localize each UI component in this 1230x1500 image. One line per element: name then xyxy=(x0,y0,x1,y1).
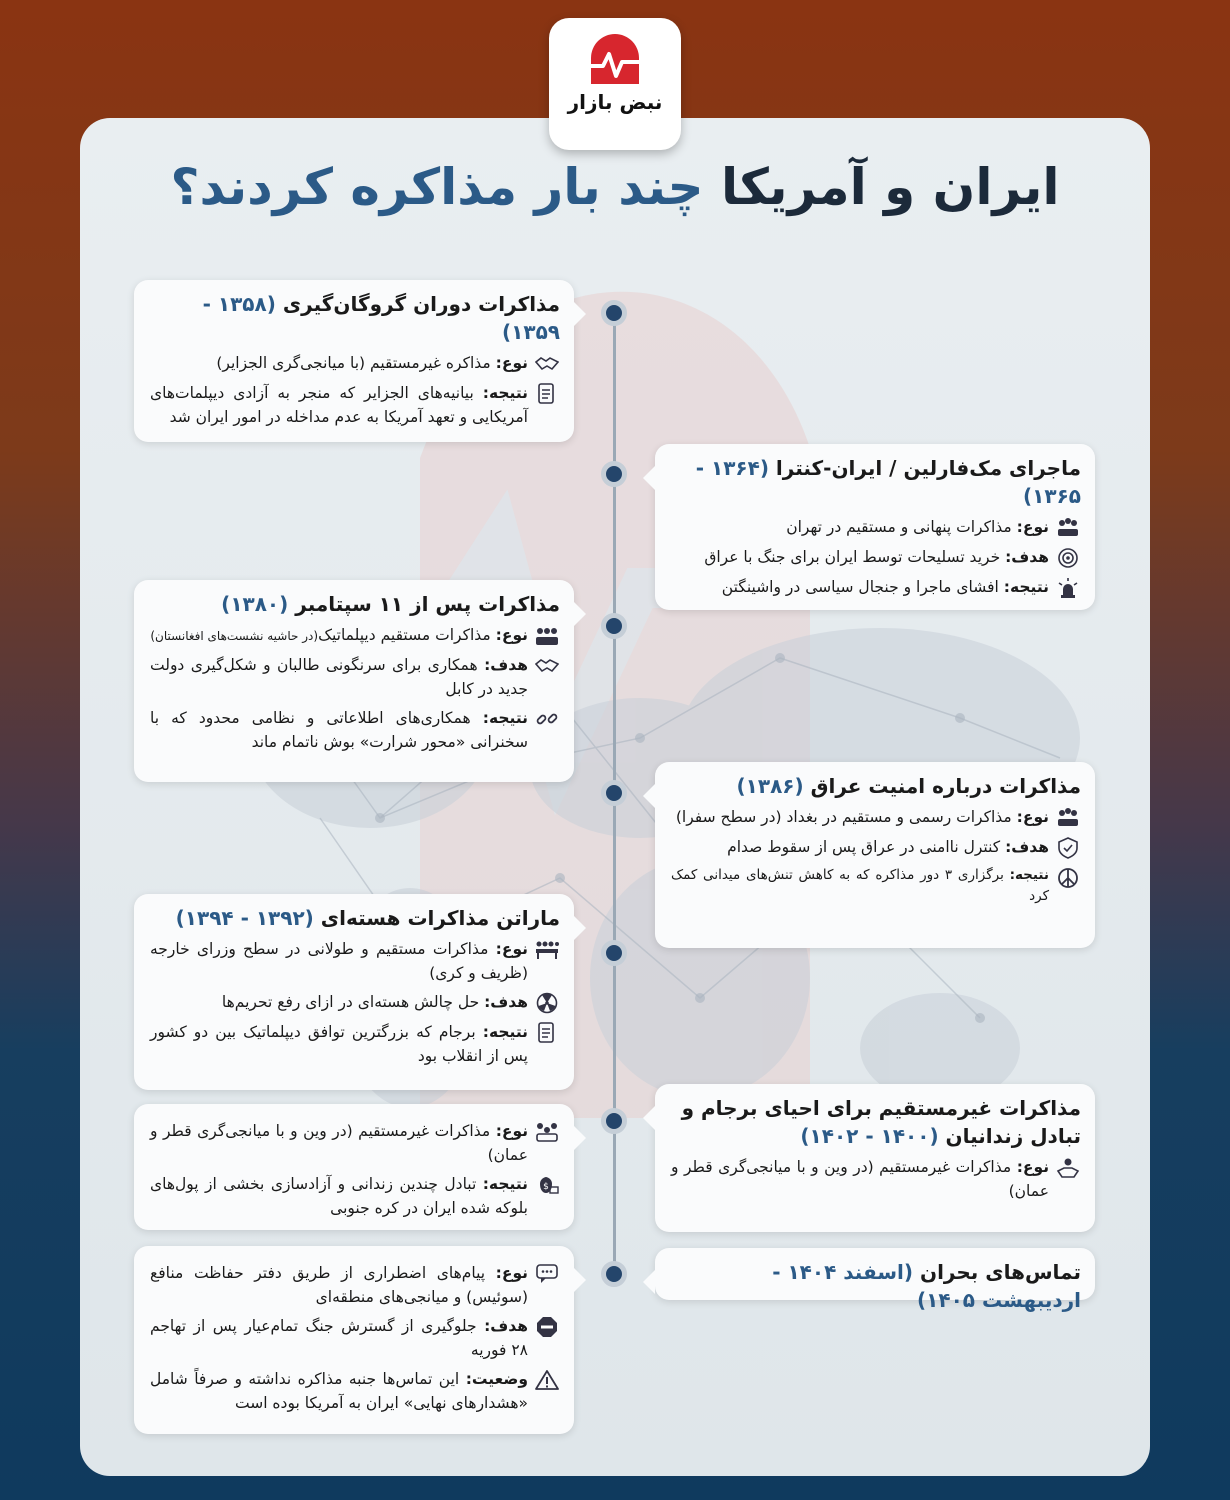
event-title: مذاکرات دوران گروگان‌گیری (۱۳۵۸ - ۱۳۵۹) xyxy=(202,292,560,344)
shield-icon xyxy=(1055,836,1081,860)
timeline-dot xyxy=(601,461,627,487)
event-row: نوع: مذاکرات غیرمستقیم (در وین و با میانجی‌گری قطر و عمان) xyxy=(150,1119,560,1167)
timeline-dot xyxy=(601,1108,627,1134)
page-title xyxy=(80,158,1150,216)
broken-chain-icon xyxy=(534,707,560,731)
brand-logo xyxy=(549,18,681,150)
event-row: هدف: حل چالش هسته‌ای در ازای رفع تحریم‌ها xyxy=(150,990,560,1015)
timeline-dot xyxy=(601,940,627,966)
title-part-2: چند بار مذاکره کردند؟ xyxy=(170,158,704,216)
event-row: نتیجه: همکاری‌های اطلاعاتی و نظامی محدود که با سخنرانی «محور شرارت» بوش ناتمام ماند xyxy=(150,706,560,754)
event-row: نوع: مذاکرات پنهانی و مستقیم در تهران xyxy=(671,515,1081,540)
meeting-icon xyxy=(1055,516,1081,540)
event-title: ماجرای مک‌فارلین / ایران-کنترا (۱۳۶۴ - ۱۳۶۵) xyxy=(695,456,1081,508)
event-title: ماراتن مذاکرات هسته‌ای (۱۳۹۲ - ۱۳۹۴) xyxy=(175,906,560,930)
title-part-1: ایران و آمریکا xyxy=(720,158,1060,216)
infographic-panel xyxy=(80,118,1150,1476)
event-title: مذاکرات غیرمستقیم برای احیای برجام و تبادل زندانیان (۱۴۰۰ - ۱۴۰۲) xyxy=(681,1096,1081,1148)
event-card-iraq-security xyxy=(655,762,1095,948)
event-row: $ نتیجه: تبادل چندین زندانی و آزادسازی بخشی از پول‌های بلوکه شده ایران در کره جنوبی xyxy=(150,1172,560,1220)
timeline-dot xyxy=(601,780,627,806)
people-icon xyxy=(534,624,560,648)
timeline-dot xyxy=(601,300,627,326)
event-card-crisis-contacts xyxy=(655,1248,1095,1312)
svg-text:$: $ xyxy=(543,1182,549,1193)
event-card-post-911 xyxy=(134,580,574,782)
event-card-hostage-crisis xyxy=(134,280,574,442)
event-row: نتیجه: بیانیه‌های الجزایر که منجر به آزادی دیپلمات‌های آمریکایی و تعهد آمریکا به عدم مداخله در امور ایران شد xyxy=(150,381,560,429)
radiation-icon xyxy=(534,991,560,1015)
event-title: مذاکرات پس از ۱۱ سپتامبر (۱۳۸۰) xyxy=(221,592,560,616)
warning-icon xyxy=(534,1368,560,1392)
event-card-nuclear-talks xyxy=(134,894,574,1090)
document-icon xyxy=(534,382,560,406)
event-row: وضعیت: این تماس‌ها جنبه مذاکره نداشته و صرفاً شامل «هشدارهای نهایی» ایران به آمریکا بوده است xyxy=(150,1367,560,1415)
pulse-logo-icon xyxy=(585,32,645,86)
event-card-iran-contra xyxy=(655,444,1095,610)
event-title: مذاکرات درباره امنیت عراق (۱۳۸۶) xyxy=(736,774,1081,798)
event-row: نوع: مذاکرات رسمی و مستقیم در بغداد (در سطح سفرا) xyxy=(671,805,1081,830)
handshake-icon xyxy=(534,654,560,678)
event-row: نتیجه: برجام که بزرگترین توافق دیپلماتیک بین دو کشور پس از انقلاب بود xyxy=(150,1020,560,1068)
event-row: نوع: پیام‌های اضطراری از طریق دفتر حفاظت منافع (سوئیس) و میانجی‌های منطقه‌ای xyxy=(150,1261,560,1309)
event-card-crisis-details xyxy=(134,1246,574,1434)
brand-name: نبض بازار xyxy=(567,90,663,114)
handshake-icon xyxy=(534,352,560,376)
timeline-dot xyxy=(601,1261,627,1287)
event-card-jcpoa-revival xyxy=(655,1084,1095,1232)
event-row: هدف: جلوگیری از گسترش جنگ تمام‌عیار پس از تهاجم ۲۸ فوریه xyxy=(150,1314,560,1362)
conference-icon xyxy=(534,938,560,962)
event-row: هدف: کنترل ناامنی در عراق پس از سقوط صدام xyxy=(671,835,1081,860)
alarm-icon xyxy=(1055,576,1081,600)
event-row: نتیجه: افشای ماجرا و جنجال سیاسی در واشینگتن xyxy=(671,575,1081,600)
event-row: هدف: همکاری برای سرنگونی طالبان و شکل‌گیری دولت جدید در کابل xyxy=(150,653,560,701)
event-row: نوع: مذاکرات غیرمستقیم (در وین و با میانجی‌گری قطر و عمان) xyxy=(671,1155,1081,1203)
event-row: نوع: مذاکره غیرمستقیم (با میانجی‌گری الجزایر) xyxy=(150,351,560,376)
timeline-dot xyxy=(601,613,627,639)
mediator-icon xyxy=(534,1120,560,1144)
meeting-icon xyxy=(1055,806,1081,830)
stop-icon xyxy=(534,1315,560,1339)
event-card-jcpoa-details xyxy=(134,1104,574,1230)
peace-icon xyxy=(1055,866,1081,890)
event-row: هدف: خرید تسلیحات توسط ایران برای جنگ با عراق xyxy=(671,545,1081,570)
event-row: نوع: مذاکرات مستقیم دیپلماتیک(در حاشیه نشست‌های افغانستان) xyxy=(150,623,560,648)
event-row: نتیجه: برگزاری ۳ دور مذاکره که به کاهش تنش‌های میدانی کمک کرد xyxy=(671,865,1081,907)
mediator-icon xyxy=(1055,1156,1081,1180)
event-row: نوع: مذاکرات مستقیم و طولانی در سطح وزرای خارجه (ظریف و کری) xyxy=(150,937,560,985)
target-icon xyxy=(1055,546,1081,570)
event-title: تماس‌های بحران (اسفند ۱۴۰۴ - اردیبهشت ۱۴۰۵) xyxy=(772,1260,1081,1312)
money-icon xyxy=(534,1173,560,1197)
message-icon xyxy=(534,1262,560,1286)
document-icon xyxy=(534,1021,560,1045)
